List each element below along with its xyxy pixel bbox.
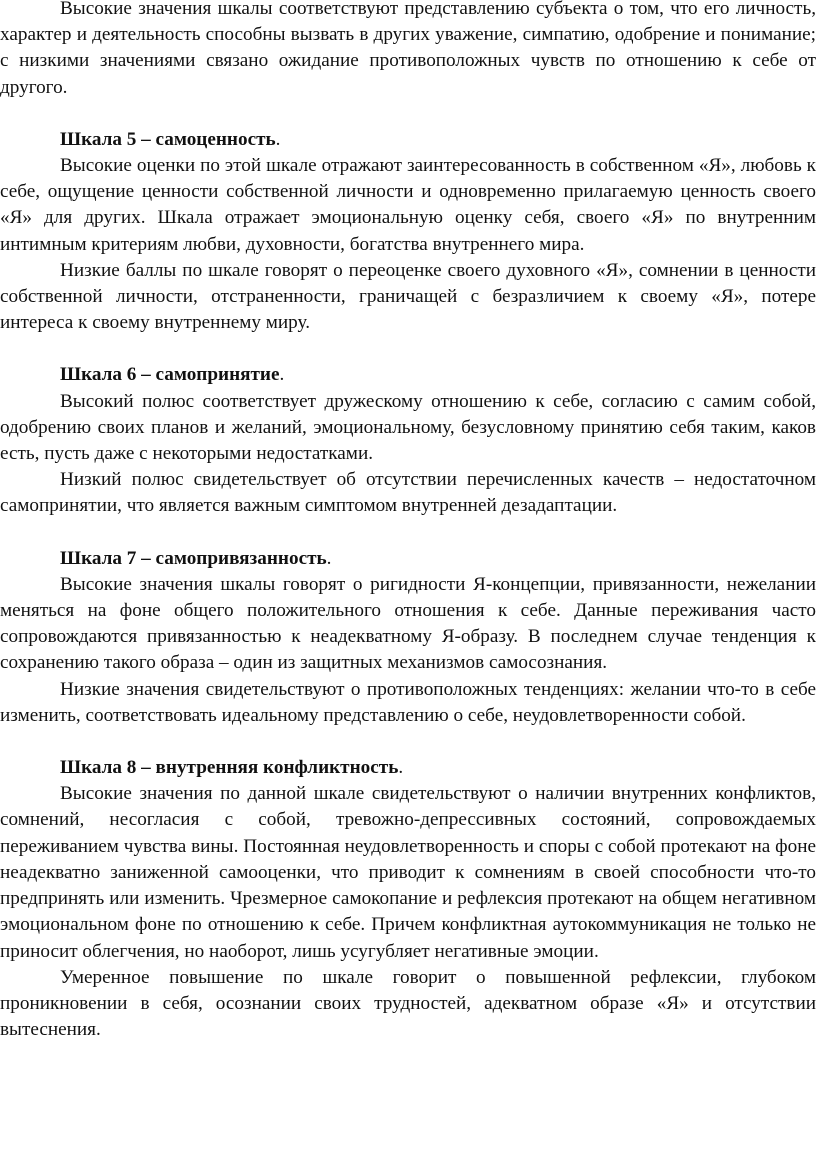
scale-6-title: Шкала 6 – самопринятие: [60, 364, 280, 386]
scale-5-paragraph-low: Низкие баллы по шкале говорят о переоценке своего духовного «Я», сомнении в ценности собственной личности, отстраненности, граничащей с безразличием к своему «Я», потере интереса к своему внутреннему миру.: [0, 259, 816, 334]
scale-8-heading: Шкала 8 – внутренняя конфликтность.: [60, 757, 404, 779]
scale-7-paragraph-low: Низкие значения свидетельствуют о противоположных тенденциях: желании что-то в себе изменить, соответствовать идеальному представлению о себе, неудовлетворенности собой.: [0, 678, 816, 726]
scale-8-paragraph-moderate: Умеренное повышение по шкале говорит о повышенной рефлексии, глубоком проникновении в себя, осознании своих трудностей, адекватном образе «Я» и отсутствии вытеснения.: [0, 966, 816, 1041]
scale-7-paragraph-high: Высокие значения шкалы говорят о ригидности Я-концепции, привязанности, нежелании меняться на фоне общего положительного отношения к себе. Данные переживания часто сопровождаются привязанностью к неадекватному Я-образу. В последнем случае тенденция к сохранению такого образа – один из защитных механизмов самосознания.: [0, 573, 816, 674]
scale-7-heading: Шкала 7 – самопривязанность.: [60, 547, 332, 569]
scale-6-heading: Шкала 6 – самопринятие.: [60, 364, 285, 386]
scale-8-paragraph-high: Высокие значения по данной шкале свидетельствуют о наличии внутренних конфликтов, сомнений, несогласия с собой, тревожно-депрессивных состояний, сопровождаемых переживанием чувства вины. Постоянная неудовлетворенность и споры с собой протекают на фоне неадекватно заниженной самооценки, что приводит к сомнениям в своей способности что-то предпринять или изменить. Чрезмерное самокопание и рефлексия протекают на общем негативном эмоциональном фоне по отношению к себе. Причем конфликтная аутокоммуникация не только не приносит облегчения, но наоборот, лишь усугубляет негативные эмоции.: [0, 783, 816, 962]
intro-paragraph: Высокие значения шкалы соответствуют представлению субъекта о том, что его личность, характер и деятельность способны вызвать в других уважение, симпатию, одобрение и понимание; с низкими значениями связано ожидание противоположных чувств по отношению к себе от другого.: [0, 0, 816, 98]
scale-6-paragraph-low: Низкий полюс свидетельствует об отсутствии перечисленных качеств – недостаточном самопринятии, что является важным симптомом внутренней дезадаптации.: [0, 469, 816, 517]
scale-6-paragraph-high: Высокий полюс соответствует дружескому отношению к себе, согласию с самим собой, одобрению своих планов и желаний, эмоциональному, безусловному принятию себя таким, каков есть, пусть даже с некоторыми недостатками.: [0, 390, 816, 465]
scale-7-title: Шкала 7 – самопривязанность: [60, 547, 327, 569]
scale-5-heading: Шкала 5 – самоценность.: [60, 128, 281, 150]
scale-8-title: Шкала 8 – внутренняя конфликтность: [60, 757, 399, 779]
scale-5-title: Шкала 5 – самоценность: [60, 128, 276, 150]
scale-5-paragraph-high: Высокие оценки по этой шкале отражают заинтересованность в собственном «Я», любовь к себе, ощущение ценности собственной личности и одновременно прилагаемую ценность своего «Я» для других. Шкала отражает эмоциональную оценку себя, своего «Я» по внутренним интимным критериям любви, духовности, богатства внутреннего мира.: [0, 155, 816, 255]
